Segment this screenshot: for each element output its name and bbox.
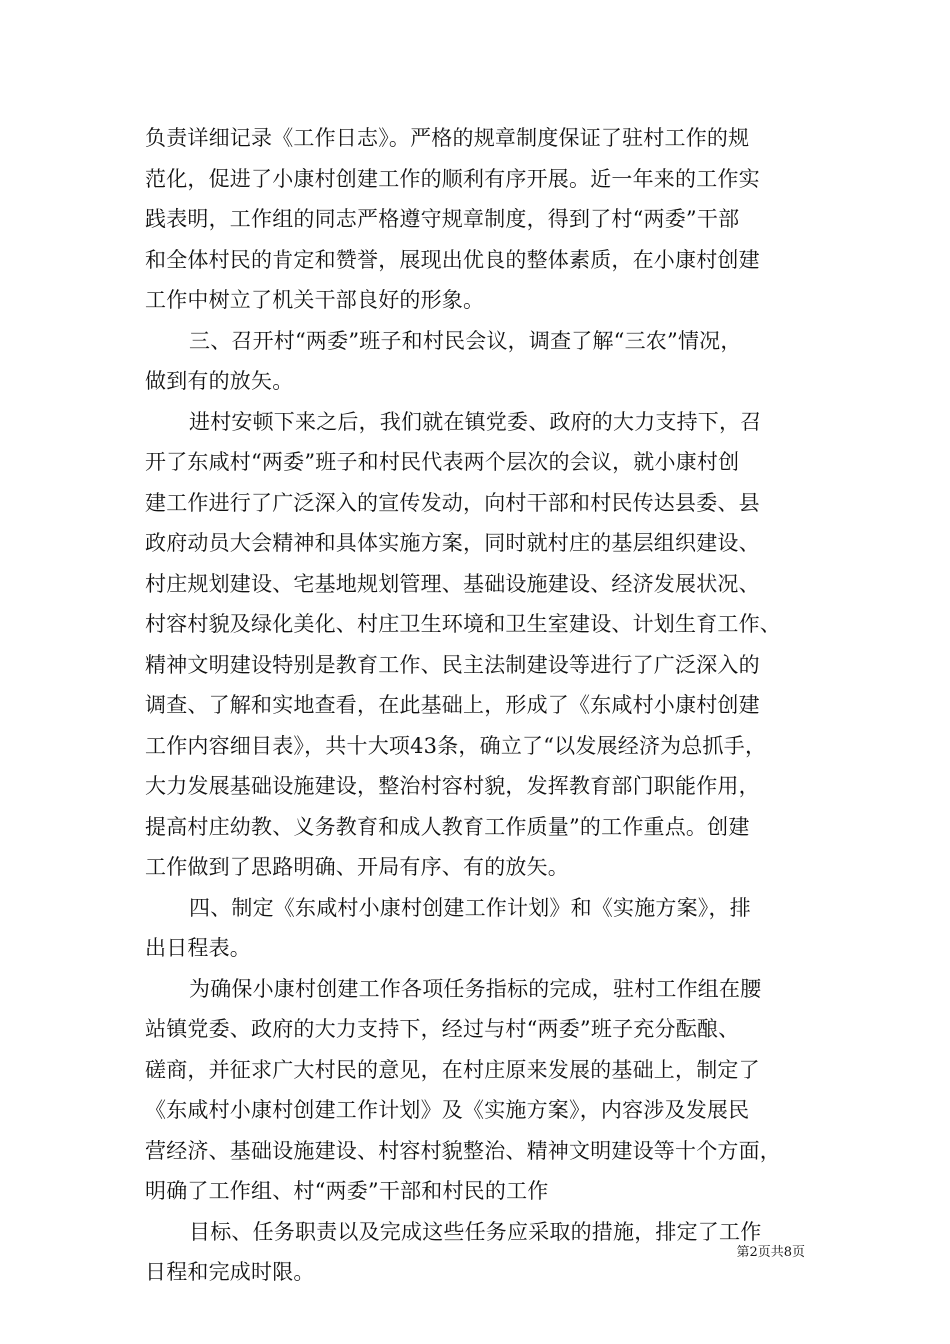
page-number-footer: 第2页共8页 [736,1245,805,1260]
text-line: 营经济、基础设施建设、村容村貌整治、精神文明建设等十个方面， [145,1138,781,1163]
text-line: 磋商，并征求广大村民的意见，在村庄原来发展的基础上，制定了 [145,1057,760,1082]
text-line: 和全体村民的肯定和赞誉，展现出优良的整体素质，在小康村创建 [145,247,760,272]
section-heading-line: 出日程表。 [145,936,251,960]
text-line: 进村安顿下来之后，我们就在镇党委、政府的大力支持下，召 [189,409,762,434]
text-line: 明确了工作组、村“两委”干部和村民的工作 [145,1179,549,1203]
text-line: 负责详细记录《工作日志》。严格的规章制度保证了驻村工作的规 [145,126,750,150]
section-heading-line: 三、召开村“两委”班子和村民会议，调查了解“三农”情况， [189,328,742,353]
text-line: 村容村貌及绿化美化、村庄卫生环境和卫生室建设、计划生育工作、 [145,612,781,636]
text-line: 范化，促进了小康村创建工作的顺利有序开展。近一年来的工作实 [145,166,760,191]
text-line: 建工作进行了广泛深入的宣传发动，向村干部和村民传达县委、县 [145,490,760,515]
text-line: 目标、任务职责以及完成这些任务应采取的措施，排定了工作 [189,1219,762,1244]
text-line: 政府动员大会精神和具体实施方案，同时就村庄的基层组织建设、 [145,531,760,555]
text-line: 践表明，工作组的同志严格遵守规章制度，得到了村“两委”干部 [145,207,740,231]
text-line: 工作中树立了机关干部良好的形象。 [145,288,485,312]
text-line: 《东咸村小康村创建工作计划》及《实施方案》，内容涉及发展民 [145,1098,750,1122]
document-body [145,118,825,1293]
text-line: 日程和完成时限。 [145,1260,315,1284]
text-line: 大力发展基础设施建设，整治村容村貌，发挥教育部门职能作用， [145,774,760,798]
text-line: 开了东咸村“两委”班子和村民代表两个层次的会议，就小康村创 [145,450,740,474]
text-line: 提高村庄幼教、义务教育和成人教育工作质量”的工作重点。创建 [145,814,750,839]
text-line: 工作做到了思路明确、开局有序、有的放矢。 [145,855,569,879]
text-line: 精神文明建设特别是教育工作、民主法制建设等进行了广泛深入的 [145,652,760,677]
text-line: 工作内容细目表》，共十大项43条，确立了“以发展经济为总抓手， [145,733,767,758]
section-heading-line: 四、制定《东咸村小康村创建工作计划》和《实施方案》，排 [189,895,751,920]
text-line: 为确保小康村创建工作各项任务指标的完成，驻村工作组在腰 [189,976,762,1001]
text-line: 站镇党委、政府的大力支持下，经过与村“两委”班子充分酝酿、 [145,1017,740,1041]
text-line: 调查、了解和实地查看，在此基础上，形成了《东咸村小康村创建 [145,693,760,717]
section-heading-line: 做到有的放矢。 [145,369,294,393]
text-line: 村庄规划建设、宅基地规划管理、基础设施建设、经济发展状况、 [145,571,760,596]
